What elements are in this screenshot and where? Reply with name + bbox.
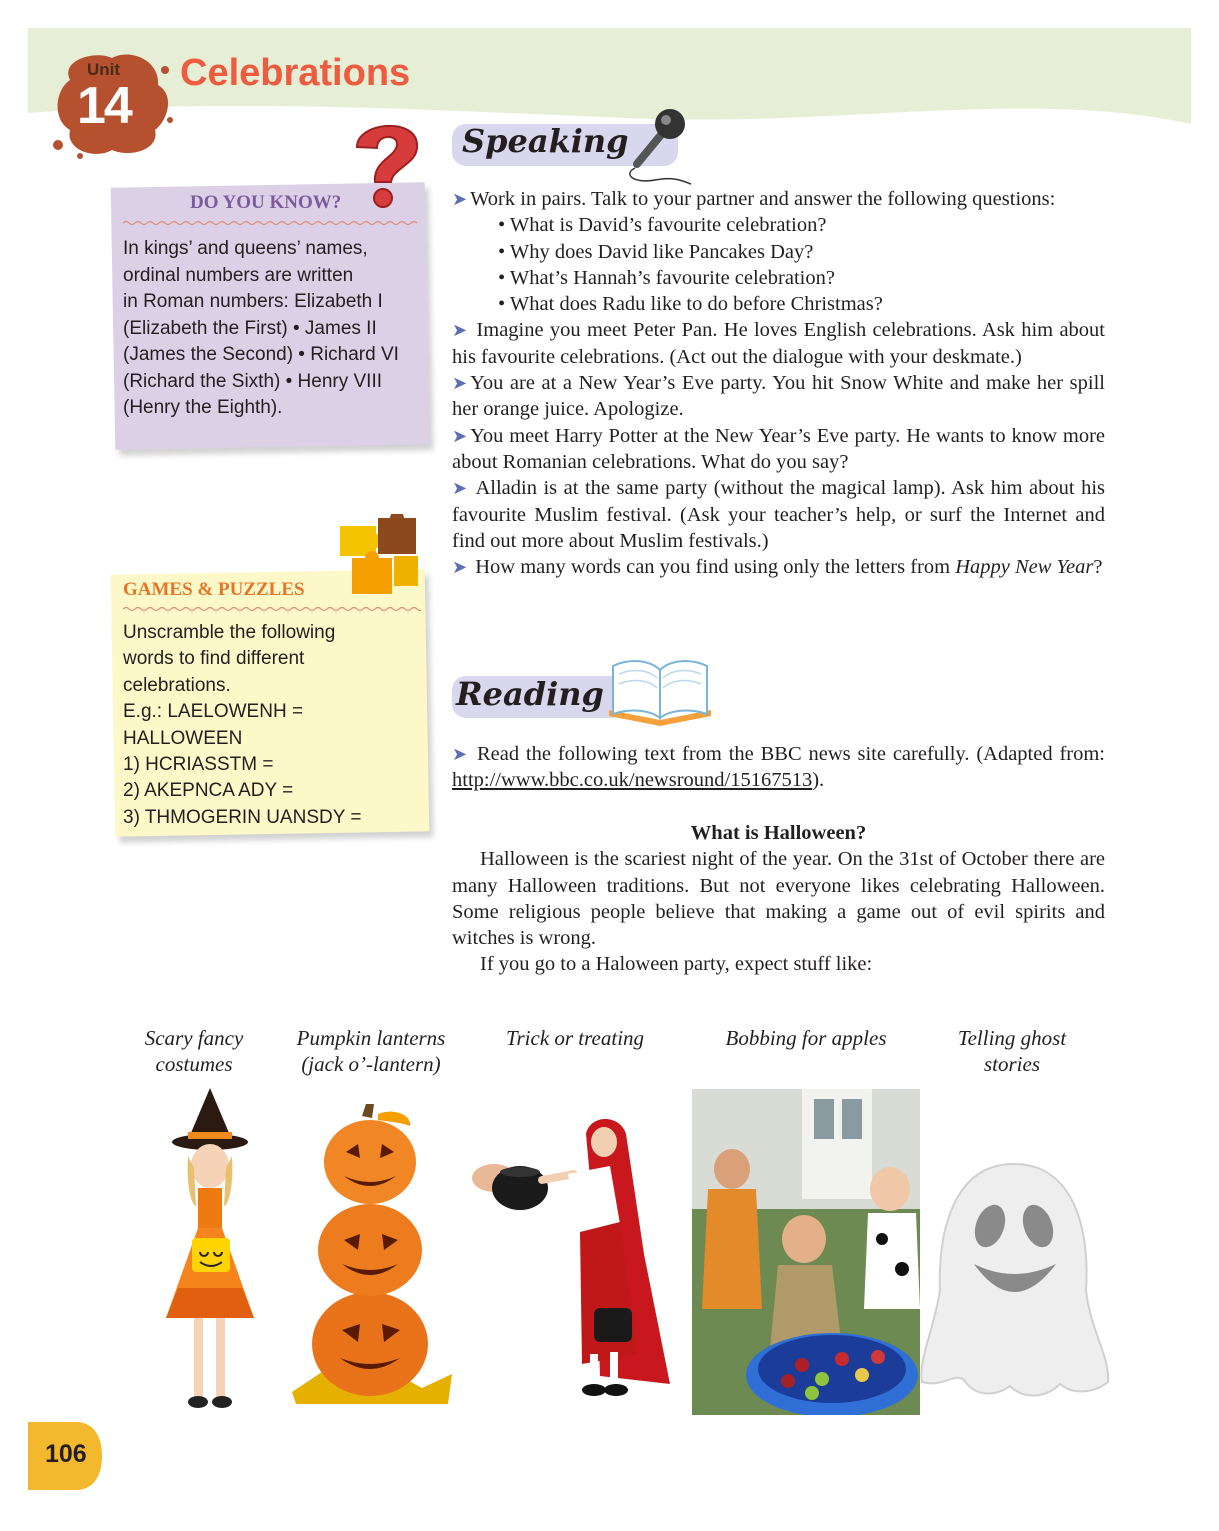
dyk-line: ordinal numbers are written [123,264,354,286]
caption-trick-or-treating: Trick or treating [505,1026,645,1050]
dyk-line: (James the Second) • Richard VI [123,344,399,365]
arrow-icon: ➤ [452,478,468,499]
dyk-line: (Richard the Sixth) • Henry VIII [123,370,383,392]
reading-intro: ➤ Read the following text from the BBC news site carefully. (Adapted from: http://www.bbc.co.uk/newsround/15167513). [452,743,1105,792]
dyk-line: In kings’ and queens’ names, [123,238,368,259]
article-paragraph: Halloween is the scariest night of the year. On the 31st of October there are many Halloween traditions. But not everyone likes celebrating Halloween. Some religious people believe that making a game out of evil spirits and witches is wrong. [452,848,1105,950]
microphone-icon [615,104,695,188]
speaking-question: • What is David’s favourite celebration? [498,214,827,237]
halloween-article [452,820,1105,978]
caption-pumpkin-lanterns: Pumpkin lanterns (jack o’-lantern) [296,1026,446,1076]
page-number: 106 [45,1440,87,1468]
speaking-task: ➤ You are at a New Year’s Eve party. You hit Snow White and make her spill her orange juice. Apologize. [452,372,1105,421]
arrow-icon: ➤ [452,189,468,209]
question-mark-icon [335,112,435,212]
games-line: 3) THMOGERIN UANSDY = [123,806,362,828]
do-you-know-text [123,236,418,422]
caption-costumes: Scary fancy costumes [144,1026,244,1076]
dyk-line: (Henry the Eighth). [123,397,283,418]
reading-label: Reading [456,675,604,713]
wavy-divider [123,220,421,226]
page-title: Celebrations [180,52,411,94]
speaking-label: Speaking [462,122,629,160]
speaking-intro: ➤ Work in pairs. Talk to your partner and answer the following questions: [452,188,1056,210]
open-book-icon [605,652,715,726]
dyk-line: (Elizabeth the First) • James II [123,317,377,339]
games-line: celebrations. [123,674,231,696]
bobbing-apples-photo [692,1089,920,1415]
witch-costume-photo [148,1088,272,1416]
games-line: Unscramble the following [123,622,336,643]
arrow-icon: ➤ [452,744,468,764]
arrow-icon: ➤ [452,373,468,394]
speaking-text [452,186,1105,580]
unit-label: Unit [87,60,121,79]
article-title: What is Halloween? [690,822,867,844]
speaking-question: • What does Radu like to do before Christmas? [498,293,883,316]
games-puzzles-title: GAMES & PUZZLES [123,579,305,600]
trick-or-treating-photo [470,1114,688,1404]
speaking-task: ➤ Imagine you meet Peter Pan. He loves English celebrations. Ask him about his favourite celebrations. (Act out the dialogue with your deskmate.) [452,319,1105,368]
speaking-question: • What’s Hannah’s favourite celebration? [498,266,835,289]
ghost-photo [914,1160,1114,1410]
arrow-icon: ➤ [452,425,468,446]
dyk-line: in Roman numbers: Elizabeth I [123,291,383,312]
games-line: E.g.: LAELOWENH = HALLOWEEN [123,701,304,749]
games-line: words to find different [123,648,305,670]
do-you-know-title: DO YOU KNOW? [190,192,342,213]
speaking-task: ➤ How many words can you find using only the letters from Happy New Year? [452,556,1103,579]
bbc-link[interactable]: http://www.bbc.co.uk/newsround/15167513 [452,769,813,792]
games-line: 2) AKEPNCA ADY = [123,780,294,802]
puzzle-pieces-icon [338,514,422,598]
games-line: 1) HCRIASSTM = [123,754,274,776]
pumpkin-lanterns-photo [282,1104,458,1410]
arrow-icon: ➤ [452,557,468,578]
article-paragraph: If you go to a Haloween party, expect stuff like: [480,953,873,976]
wavy-divider [123,606,421,612]
speaking-task: ➤ You meet Harry Potter at the New Year’s Eve party. He wants to know more about Romanian celebrations. What do you say? [452,424,1105,473]
caption-bobbing-apples: Bobbing for apples [725,1026,887,1050]
speaking-task: ➤ Alladin is at the same party (without the magical lamp). Ask him about his favourite Muslim festival. (Ask your teacher’s help, or surf the Internet and find out more about Muslim festivals.) [452,477,1106,552]
caption-ghost-stories: Telling ghost stories [957,1026,1067,1076]
games-puzzles-text [123,620,418,831]
speaking-question: • Why does David like Pancakes Day? [498,240,814,263]
unit-number: 14 [77,77,131,135]
arrow-icon: ➤ [452,320,468,341]
